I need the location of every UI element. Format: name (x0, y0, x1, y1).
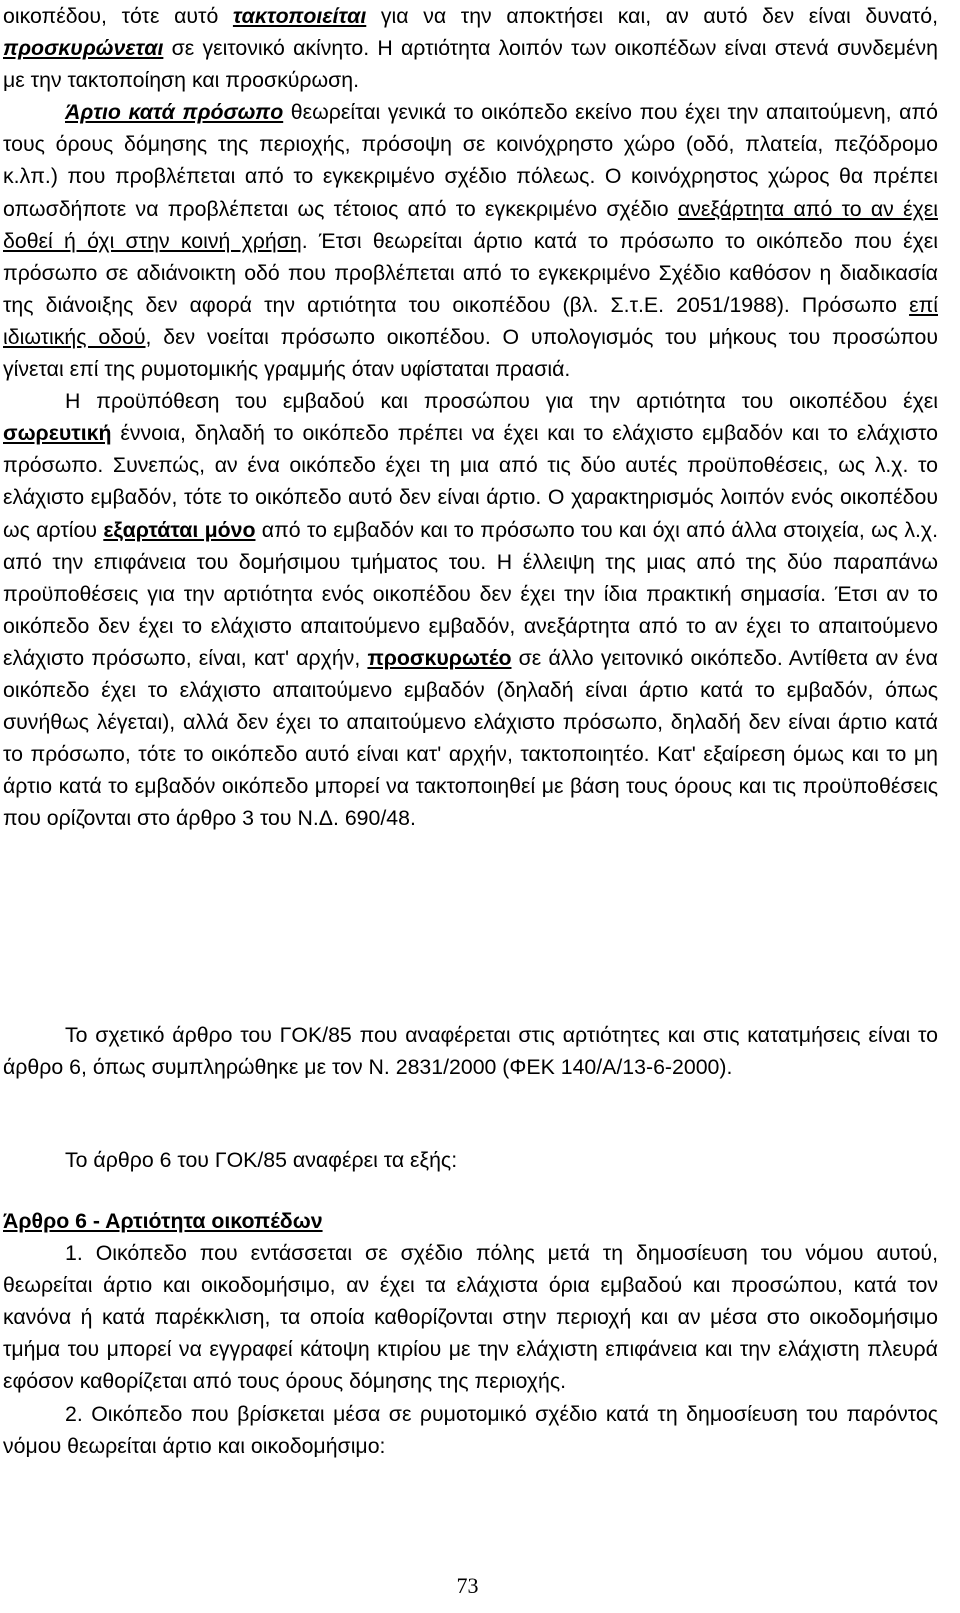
term-depends-only: εξαρτάται μόνο (103, 517, 256, 542)
article-paragraph-1: 1. Οικόπεδο που εντάσσεται σε σχέδιο πόλης μετά τη δημοσίευση του νόμου αυτού, θεωρείται άρτιο και οικοδομήσιμο, αν έχει τα ελάχιστα όρια εμβαδού και προσώπου, κατά τον κανόνα ή κατά παρέκκλιση, τα οποία καθορίζονται στην περιοχή και αν μέσα στο οικοδομήσιμο τμήμα του μπορεί να εγγραφεί κάτοψη κτιρίου με την ελάχιστη επιφάνεια και την ελάχιστη πλευρά εφόσον καθορίζεται από τους όρους δόμησης της περιοχής. (3, 1241, 938, 1394)
article-paragraph-2: 2. Οικόπεδο που βρίσκεται μέσα σε ρυμοτομικό σχέδιο κατά τη δημοσίευση του παρόντος νόμου θεωρείται άρτιο και οικοδομήσιμο: (3, 1401, 938, 1458)
term-cumulative: σωρευτική (3, 421, 112, 446)
gok-reference-paragraph: Το σχετικό άρθρο του ΓΟΚ/85 που αναφέρεται στις αρτιότητες και στις κατατμήσεις είναι το άρθρο 6, όπως συμπληρώθηκε με τον Ν. 2831/2000 (ΦΕΚ 140/Α/13-6-2000). (3, 1023, 938, 1080)
underlined-clause-private-road: επί ιδιωτικής οδού (3, 292, 938, 349)
article-heading: Άρθρο 6 - Αρτιότητα οικοπέδων (3, 1209, 323, 1233)
article-intro-paragraph: Το άρθρο 6 του ΓΟΚ/85 αναφέρει τα εξής: (65, 1148, 458, 1172)
main-text-block (3, 0, 938, 834)
page-number: 73 (456, 1573, 479, 1598)
article-block (3, 1205, 938, 1462)
term-annexed: προσκυρώνεται (3, 36, 164, 61)
term-regularized: τακτοποιείται (232, 4, 367, 28)
term-annexable: προσκυρωτέο (367, 645, 512, 670)
gok-reference-block (3, 1019, 938, 1083)
condition-paragraph: Η προϋπόθεση του εμβαδού και προσώπου για την αρτιότητα του οικοπέδου έχει σωρευτική έννοια, δηλαδή το οικόπεδο πρέπει να έχει και το ελάχιστο εμβαδόν και το ελάχιστο πρόσωπο. Συνεπώς, αν ένα οικόπεδο έχει τη μια από τις δύο αυτές προϋποθέσεις, ως λ.χ. το ελάχιστο εμβαδόν, τότε το οικόπεδο αυτό δεν είναι άρτιο. Ο χαρακτηρισμός λοιπόν ενός οικοπέδου ως αρτίου εξαρτάται μόνο από το εμβαδόν και το πρόσωπο του και όχι από άλλα στοιχεία, ως λ.χ. από την επιφάνεια του δομήσιμου τμήματος του. Η έλλειψη της μιας από της δύο παραπάνω προϋποθέσεις για την αρτιότητα ενός οικοπέδου δεν έχει την ίδια πρακτική σημασία. Έτσι αν το οικόπεδο δεν έχει το ελάχιστο απαιτούμενο εμβαδόν, ανεξάρτητα από το αν έχει το απαιτούμενο ελάχιστο πρόσωπο, είναι, κατ' αρχήν, προσκυρωτέο σε άλλο γειτονικό οικόπεδο. Αντίθετα αν ένα οικόπεδο έχει το ελάχιστο απαιτούμενο εμβαδόν (δηλαδή είναι άρτιο κατά το εμβαδόν, όπως συνήθως λέγεται), αλλά δεν έχει το απαιτούμενο ελάχιστο πρόσωπο, δηλαδή δεν είναι άρτιο κατά το πρόσωπο, τότε το οικόπεδο αυτό είναι κατ' αρχήν, τακτοποιητέο. Κατ' εξαίρεση όμως και το μη άρτιο κατά το εμβαδόν οικόπεδο μπορεί να τακτοποιηθεί με βάση τους όρους και τις προϋποθέσεις που ορίζονται στο άρθρο 3 του Ν.Δ. 690/48. (3, 389, 938, 831)
frontage-paragraph: Άρτιο κατά πρόσωπο θεωρείται γενικά το οικόπεδο εκείνο που έχει την απαιτούμενη, από τους όρους δόμησης της περιοχής, πρόσοψη σε κοινόχρηστο χώρο (οδό, πλατεία, πεζόδρομο κ.λπ.) που προβλέπεται από το εγκεκριμένο σχέδιο πόλεως. Ο κοινόχρηστος χώρος θα πρέπει οπωσδήποτε να προβλέπεται ως τέτοιος από το εγκεκριμένο σχέδιο ανεξάρτητα από το αν έχει δοθεί ή όχι στην κοινή χρήση. Έτσι θεωρείται άρτιο κατά το πρόσωπο το οικόπεδο που έχει πρόσωπο σε αδιάνοικτη οδό που προβλέπεται από το εγκεκριμένο Σχέδιο καθόσον η διαδικασία της διάνοιξης δεν αφορά την αρτιότητα του οικοπέδου (βλ. Σ.τ.Ε. 2051/1988). Πρόσωπο επί ιδιωτικής οδού, δεν νοείται πρόσωπο οικοπέδου. Ο υπολογισμός του μήκους του προσώπου γίνεται επί της ρυμοτομικής γραμμής όταν υφίσταται πρασιά. (3, 100, 938, 382)
intro-paragraph: οικοπέδου, τότε αυτό τακτοποιείται για να την αποκτήσει και, αν αυτό δεν είναι δυνατό, προσκυρώνεται σε γειτονικό ακίνητο. Η αρτιότητα λοιπόν των οικοπέδων είναι στενά συνδεμένη με την τακτοποίηση και προσκύρωση. (3, 4, 938, 93)
underlined-clause-public-use: ανεξάρτητα από το αν έχει δοθεί ή όχι στην κοινή χρήση (3, 196, 938, 253)
term-frontage: Άρτιο κατά πρόσωπο (65, 100, 284, 125)
article-intro-block (3, 1144, 938, 1176)
